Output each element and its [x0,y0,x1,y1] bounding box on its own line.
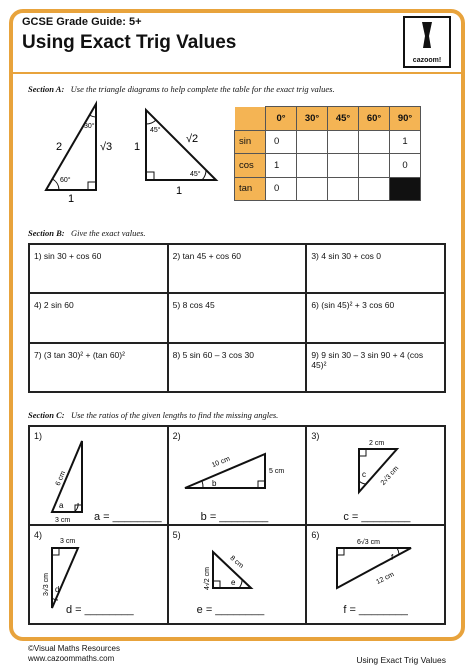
section-b-label: Section B: [28,228,65,238]
problem-cell[interactable] [306,525,445,624]
table-row-tan [235,177,421,201]
section-a-instruction [28,84,335,94]
answer-line[interactable]: e = ________ [196,604,265,616]
table-cell[interactable] [359,177,390,201]
row-label: cos [235,154,266,178]
table-cell[interactable] [359,130,390,154]
question-cell[interactable]: 4) 2 sin 60 [29,293,168,342]
table-header: 90° [390,107,421,131]
row-label: sin [235,130,266,154]
grade-label: GCSE Grade Guide: 5+ [22,16,142,28]
length-label: 8 cm [228,554,245,570]
triangle-45-45-90 [146,110,216,180]
triangle2-hyp: √2 [186,133,199,145]
question-cell[interactable]: 2) tan 45 + cos 60 [168,244,307,293]
website-link[interactable]: www.cazoommaths.com [28,654,115,663]
length-label: 3 cm [55,517,71,524]
angle-label: d [55,585,60,594]
table-corner [235,107,266,131]
section-a-label: Section A: [28,84,65,94]
question-cell[interactable]: 1) sin 30 + cos 60 [29,244,168,293]
problem-number: 4) [34,530,43,540]
section-b-instruction [28,228,146,238]
triangle1-side: √3 [100,141,113,153]
question-cell[interactable]: 6) (sin 45)² + 3 cos 60 [306,293,445,342]
table-cell[interactable]: 1 [266,154,297,178]
triangle2-bottom-angle: 45° [190,171,201,178]
angle-label: e [230,578,236,587]
question-cell[interactable]: 9) 9 sin 30 – 3 sin 90 + 4 (cos 45)² [306,343,445,392]
question-cell[interactable]: 7) (3 tan 30)² + (tan 60)² [29,343,168,392]
triangle2-top-angle: 45° [150,127,161,134]
header-divider [13,72,461,74]
section-c-text: Use the ratios of the given lengths to find the missing angles. [70,410,279,420]
footer-title: Using Exact Trig Values [356,655,446,665]
triangle2-side: 1 [134,141,141,153]
table-cell[interactable]: 0 [266,177,297,201]
question-cell[interactable]: 5) 8 cos 45 [168,293,307,342]
length-label: 5 cm [268,468,284,475]
triangle1-hyp: 2 [56,141,63,153]
undefined-cell [390,177,421,201]
table-cell[interactable] [328,130,359,154]
problem-cell[interactable] [29,426,168,525]
table-row-cos [235,154,421,178]
table-cell[interactable] [328,154,359,178]
section-a-text: Use the triangle diagrams to help complete the table for the exact trig values. [70,84,335,94]
problem-number: 5) [172,530,181,540]
section-b-grid [28,243,446,393]
answer-line[interactable]: a = ________ [94,511,162,523]
footer-left [28,644,120,664]
row-label: tan [235,177,266,201]
triangle2-base: 1 [176,185,183,197]
triangle1-base: 1 [68,193,75,205]
table-row-sin [235,130,421,154]
table-cell[interactable] [297,177,328,201]
length-label: 6 cm [54,470,68,487]
triangle1-top-angle: 30° [84,123,95,130]
length-label: 6√3 cm [357,539,381,546]
table-header: 45° [328,107,359,131]
table-cell[interactable]: 0 [266,130,297,154]
cazoom-logo [403,16,451,68]
length-label: 3√3 cm [43,573,50,596]
section-c-instruction [28,410,278,420]
problem-number: 2) [172,431,181,441]
logo-text: cazoom! [412,57,442,64]
problem-cell[interactable] [29,525,168,624]
problem-number: 1) [34,431,43,441]
triangle-30-60-90 [46,104,96,190]
problem-number: 6) [311,530,320,540]
table-cell[interactable] [328,177,359,201]
question-cell[interactable]: 8) 5 sin 60 – 3 cos 30 [168,343,307,392]
question-cell[interactable]: 3) 4 sin 30 + cos 0 [306,244,445,293]
table-cell[interactable] [297,154,328,178]
answer-line[interactable]: b = ________ [200,511,269,523]
angle-label: f [391,553,394,562]
problem-cell[interactable] [168,525,307,624]
angle-label: b [211,479,217,488]
trig-values-table [234,106,421,201]
section-c-label: Section C: [28,410,65,420]
length-label: 2√3 cm [380,465,401,487]
answer-line[interactable]: c = ________ [343,511,411,523]
problem-cell[interactable] [306,426,445,525]
section-b-text: Give the exact values. [70,228,146,238]
page-title: Using Exact Trig Values [22,32,237,53]
copyright-text: ©Visual Maths Resources [28,644,121,653]
angle-label: c [362,470,367,479]
answer-line[interactable]: f = ________ [343,604,408,616]
triangle-diagrams [30,98,230,210]
problem-number: 3) [311,431,320,441]
answer-line[interactable]: d = ________ [66,604,134,616]
length-label: 2 cm [369,440,385,447]
table-header: 60° [359,107,390,131]
triangle1-bottom-angle: 60° [60,177,71,184]
angle-label: a [59,501,64,510]
length-label: 12 cm [375,571,396,587]
section-c-grid [28,425,446,625]
length-label: 4√2 cm [203,567,211,590]
trophy-icon [421,22,433,50]
table-header: 30° [297,107,328,131]
problem-cell[interactable] [168,426,307,525]
table-header: 0° [266,107,297,131]
length-label: 10 cm [210,455,231,470]
length-label: 3 cm [60,538,76,545]
table-cell[interactable]: 0 [390,154,421,178]
table-cell[interactable] [297,130,328,154]
table-cell[interactable]: 1 [390,130,421,154]
table-cell[interactable] [359,154,390,178]
